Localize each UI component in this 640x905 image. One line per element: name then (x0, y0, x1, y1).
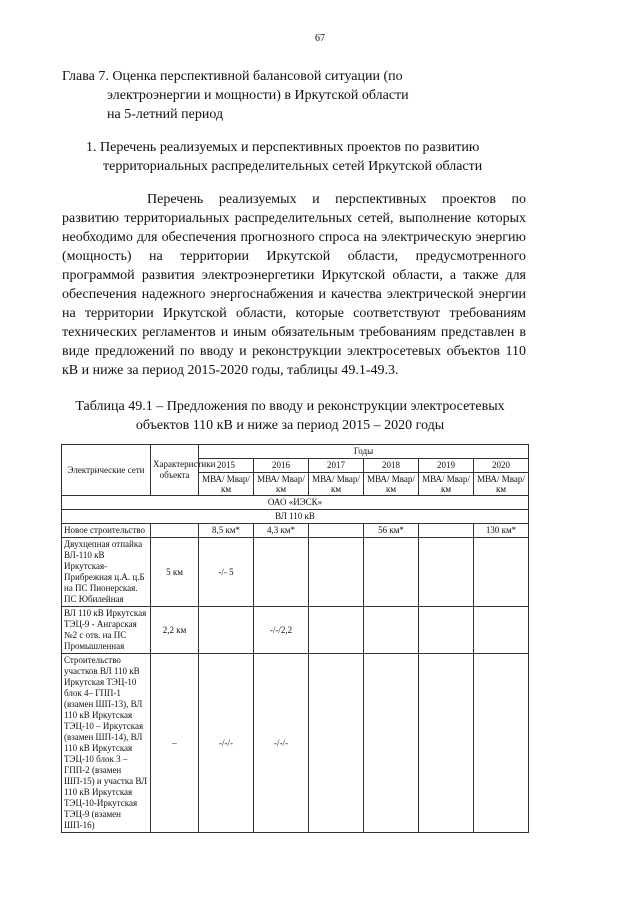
row-value: 8,5 км* (199, 524, 254, 538)
row-value (364, 607, 419, 654)
page-number: 67 (315, 33, 325, 44)
row-value: -/-/- (254, 654, 309, 833)
row-value: 4,3 км* (254, 524, 309, 538)
row-characteristic: 5 км (151, 538, 199, 607)
unit-cell: МВА/ Мвар/км (474, 473, 529, 496)
table-row (62, 607, 529, 654)
subgroup-name: ВЛ 110 кВ (62, 510, 529, 524)
row-value (364, 538, 419, 607)
row-value (419, 524, 474, 538)
unit-cell: МВА/ Мвар/км (364, 473, 419, 496)
row-characteristic: 2,2 км (151, 607, 199, 654)
table-title-line-1: Таблица 49.1 – Предложения по вводу и реконструкции электросетевых (75, 399, 505, 414)
table-row (62, 654, 529, 833)
row-value (364, 654, 419, 833)
body-paragraph-text: Перечень реализуемых и перспективных проектов по развитию территориальных распределительных сетей, выполнение которых необходимо для обеспечения прогнозного спроса на электрическую энергию (мощность) на территории Иркутской области, предусмотренного программой развития электроэнергетики Иркутской области, а также для обеспечения надежного энергоснабжения и качества электрической энергии на территории Иркутской области, которые соответствуют требованиям технических регламентов и иным обязательным требованиям представлен в виде предложений по вводу и реконструкции электросетевых объектов 110 кВ и ниже за период 2015-2020 годы, таблицы 49.1-49.3. (62, 192, 526, 378)
row-value (254, 538, 309, 607)
row-name: Строительство участков ВЛ 110 кВ Иркутская ТЭЦ-10 блок 4– ГПП-1 (взамен ШП-13), ВЛ 110 кВ Иркутская ТЭЦ-10 – Иркутская (взамен ШП-14), ВЛ 110 кВ Иркутская ТЭЦ-10 блок 3 – ГПП-2 (взамен ШП-15) и участка ВЛ 110 кВ Иркутская ТЭЦ-10-Иркутская ТЭЦ-9 (взамен ШП-16) (62, 654, 151, 833)
row-characteristic (151, 524, 199, 538)
unit-cell: МВА/ Мвар/км (199, 473, 254, 496)
section-heading (86, 138, 546, 176)
chapter-heading-line-2: электроэнергии и мощности) в Иркутской области (107, 88, 409, 103)
org-row (62, 496, 529, 510)
year-cell: 2015 (199, 459, 254, 473)
year-cell: 2020 (474, 459, 529, 473)
section-heading-line-1: 1. Перечень реализуемых и перспективных проектов по развитию (86, 140, 480, 155)
chapter-heading (62, 67, 532, 124)
table-title-line-2: объектов 110 кВ и ниже за период 2015 – 2020 годы (135, 418, 445, 433)
unit-cell: МВА/ Мвар/км (419, 473, 474, 496)
chapter-heading-line-3: на 5-летний период (107, 107, 224, 122)
body-paragraph (62, 190, 526, 380)
row-name: ВЛ 110 кВ Иркутская ТЭЦ-9 - Ангарская №2 с отв. на ПС Промышленная (62, 607, 151, 654)
table-title (40, 397, 540, 435)
row-value: 130 км* (474, 524, 529, 538)
year-cell: 2017 (309, 459, 364, 473)
table-row (62, 538, 529, 607)
org-name: ОАО «ИЭСК» (62, 496, 529, 510)
row-value (309, 538, 364, 607)
year-cell: 2018 (364, 459, 419, 473)
header-characteristics: Характеристики объекта (151, 445, 199, 496)
year-cell: 2016 (254, 459, 309, 473)
row-value (474, 538, 529, 607)
row-value: -/-/- (199, 654, 254, 833)
unit-cell: МВА/ Мвар/км (309, 473, 364, 496)
row-value (199, 607, 254, 654)
year-cell: 2019 (419, 459, 474, 473)
row-value (419, 607, 474, 654)
section-heading-line-2: территориальных распределительных сетей Иркутской области (103, 159, 483, 174)
header-years: Годы (199, 445, 529, 459)
header-networks: Электрические сети (62, 445, 151, 496)
table-row (62, 524, 529, 538)
chapter-heading-line-1: Глава 7. Оценка перспективной балансовой ситуации (по (62, 69, 403, 84)
row-characteristic: – (151, 654, 199, 833)
row-name: Новое строительство (62, 524, 151, 538)
table-header-row (62, 445, 529, 459)
row-value (474, 654, 529, 833)
subgroup-row (62, 510, 529, 524)
row-value (474, 607, 529, 654)
unit-cell: МВА/ Мвар/км (254, 473, 309, 496)
row-value: -/- 5 (199, 538, 254, 607)
row-value: 56 км* (364, 524, 419, 538)
row-value (419, 654, 474, 833)
row-value (309, 607, 364, 654)
row-value (419, 538, 474, 607)
row-value (309, 524, 364, 538)
projects-table (61, 444, 529, 833)
row-value: -/-/2,2 (254, 607, 309, 654)
row-value (309, 654, 364, 833)
row-name: Двухцепная отпайка ВЛ-110 кВ Иркутская-Прибрежная ц.А. ц.Б на ПС Пионерская. ПС Юбилейная (62, 538, 151, 607)
